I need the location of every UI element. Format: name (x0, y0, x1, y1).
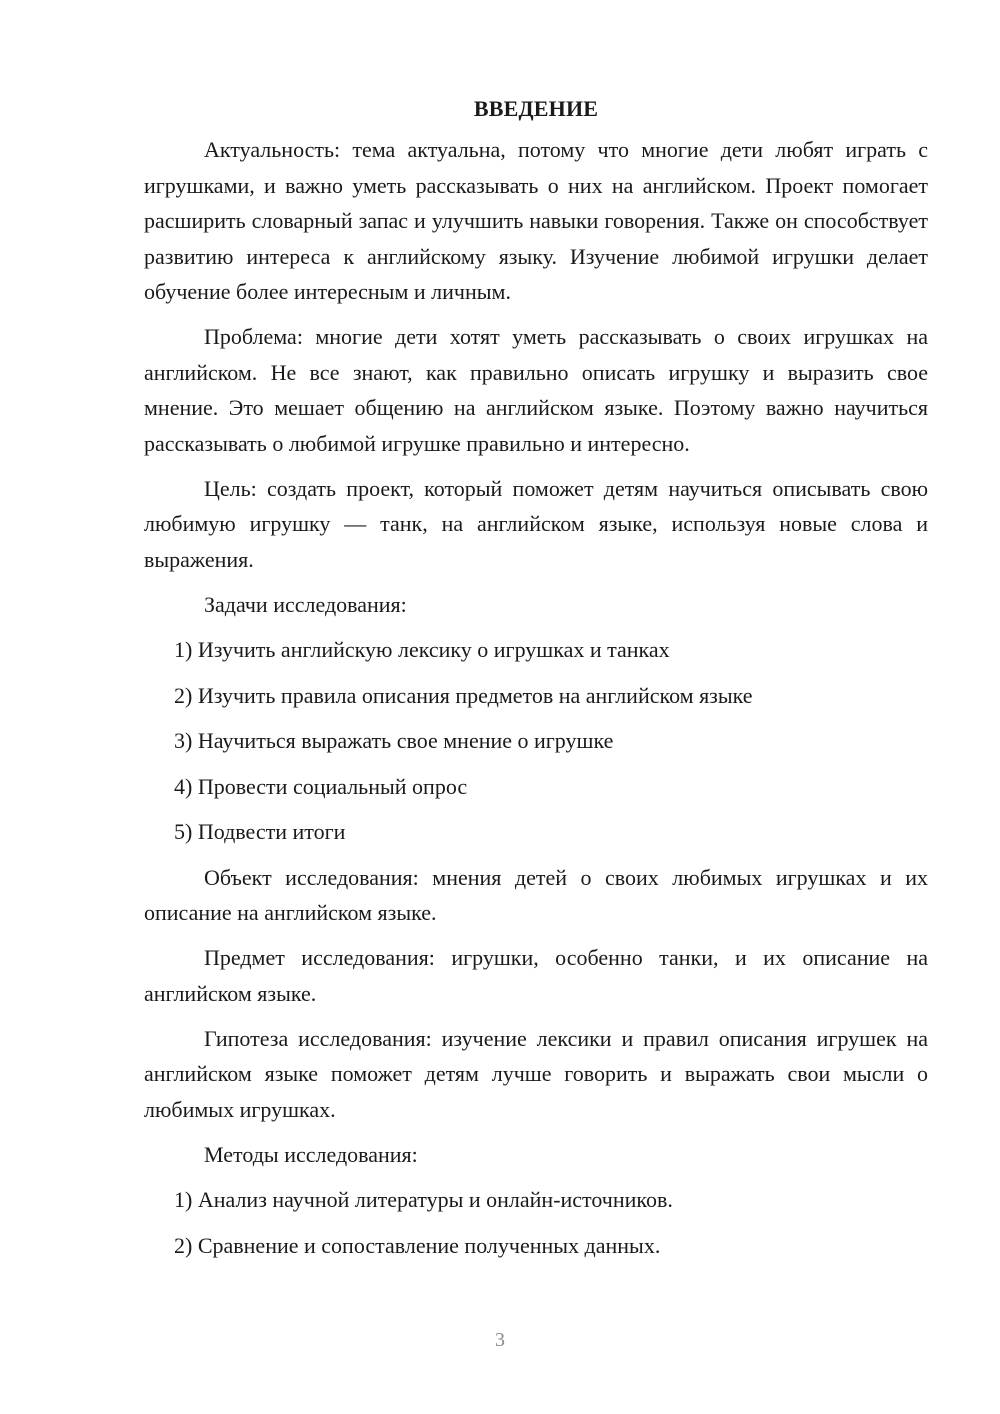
list-item: 3) Научиться выражать свое мнение о игрушке (174, 728, 614, 753)
problem-paragraph: Проблема: многие дети хотят уметь рассказывать о своих игрушках на английском. Не все знают, как правильно описать игрушку и выразить свое мнение. Это мешает общению на английском языке. Поэтому важно научиться рассказывать о любимой игрушке правильно и интересно. (144, 324, 928, 456)
page-title: ВВЕДЕНИЕ (473, 96, 599, 121)
subject-paragraph: Предмет исследования: игрушки, особенно танки, и их описание на английском языке. (144, 945, 928, 1006)
list-item: 2) Изучить правила описания предметов на английском языке (174, 682, 753, 708)
page-number: 3 (495, 1329, 505, 1351)
list-item: 1) Изучить английскую лексику о игрушках и танках (174, 637, 670, 662)
tasks-label: Задачи исследования: (204, 591, 407, 617)
goal-paragraph: Цель: создать проект, который поможет детям научиться описывать свою любимую игрушку — танк, на английском языке, используя новые слова и выражения. (144, 475, 928, 572)
list-item: 1) Анализ научной литературы и онлайн-источников. (174, 1187, 673, 1212)
methods-label: Методы исследования: (204, 1141, 418, 1167)
methods-list (144, 1182, 928, 1263)
tasks-list (144, 632, 928, 850)
document-page (144, 92, 928, 1273)
object-paragraph: Объект исследования: мнения детей о своих любимых игрушках и их описание на английском языке. (144, 864, 928, 925)
list-item: 5) Подвести итоги (174, 819, 346, 844)
relevance-paragraph: Актуальность: тема актуальна, потому что многие дети любят играть с игрушками, и важно уметь рассказывать о них на английском. Проект помогает расширить словарный запас и улучшить навыки говорения. Также он способствует развитию интереса к английскому языку. Изучение любимой игрушки делает обучение более интересным и личным. (144, 137, 928, 304)
hypothesis-paragraph: Гипотеза исследования: изучение лексики и правил описания игрушек на английском языке поможет детям лучше говорить и выражать свои мысли о любимых игрушках. (144, 1025, 928, 1122)
list-item: 4) Провести социальный опрос (174, 773, 468, 799)
list-item: 2) Сравнение и сопоставление полученных данных. (174, 1232, 661, 1258)
